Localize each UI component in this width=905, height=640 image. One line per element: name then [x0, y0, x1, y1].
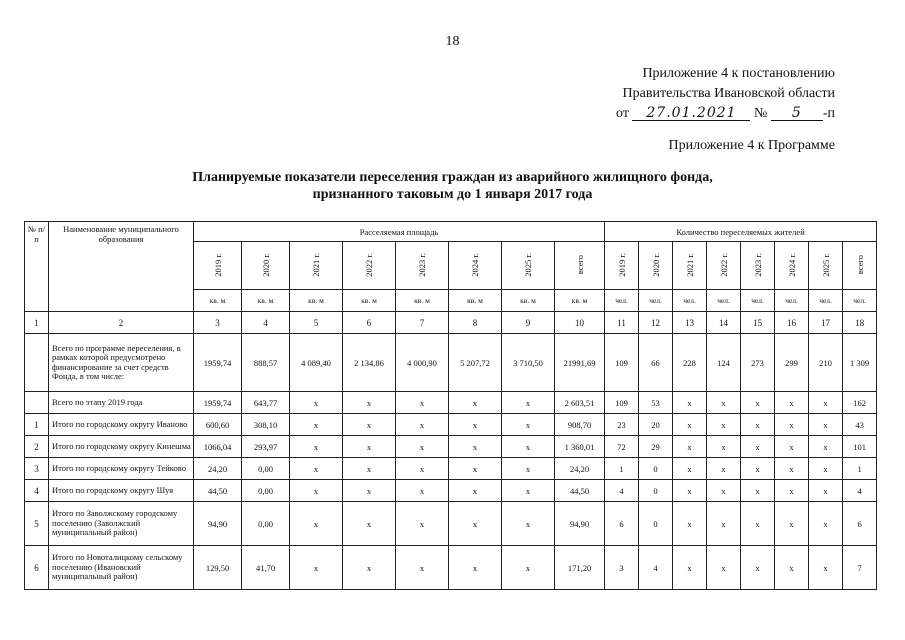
- column-number-cell: 13: [673, 312, 707, 334]
- municipality-name: Итого по Заволжскому городскому поселению (Заволжский муниципальный район): [49, 502, 194, 546]
- area-value: x: [502, 480, 555, 502]
- row-number: 6: [25, 546, 49, 590]
- people-value: 4: [605, 480, 639, 502]
- table-body: [25, 312, 877, 590]
- area-value: 888,57: [242, 334, 290, 392]
- row-number: 4: [25, 480, 49, 502]
- people-value: 66: [639, 334, 673, 392]
- area-year-label: всего: [574, 254, 585, 275]
- municipality-name: Всего по программе переселения, в рамках которой предусмотрено финансирование за счет средств Фонда, в том числе:: [49, 334, 194, 392]
- people-value: x: [775, 414, 809, 436]
- people-value: 162: [843, 392, 877, 414]
- unit-area-cell: кв. м: [555, 290, 605, 312]
- municipality-name: Всего по этапу 2019 года: [49, 392, 194, 414]
- area-value: x: [396, 480, 449, 502]
- area-value: x: [396, 502, 449, 546]
- column-number-cell: 11: [605, 312, 639, 334]
- people-year-label: 2025 г.: [820, 252, 831, 277]
- people-value: x: [741, 436, 775, 458]
- people-value: 0: [639, 480, 673, 502]
- people-year-header: [741, 242, 775, 290]
- people-value: 0: [639, 458, 673, 480]
- decree-reference: [616, 64, 835, 124]
- area-value: x: [290, 502, 343, 546]
- area-value: 129,50: [194, 546, 242, 590]
- table-row: [25, 546, 877, 590]
- row-number: 5: [25, 502, 49, 546]
- unit-people-cell: чел.: [605, 290, 639, 312]
- people-value: x: [707, 458, 741, 480]
- people-value: 23: [605, 414, 639, 436]
- area-year-header: [194, 242, 242, 290]
- area-value: 293,97: [242, 436, 290, 458]
- people-value: 1: [843, 458, 877, 480]
- people-value: x: [775, 480, 809, 502]
- area-value: x: [343, 546, 396, 590]
- table-row: [25, 392, 877, 414]
- area-value: 0,00: [242, 458, 290, 480]
- area-value: x: [502, 414, 555, 436]
- people-value: x: [673, 392, 707, 414]
- column-number-cell: 15: [741, 312, 775, 334]
- people-value: 4: [639, 546, 673, 590]
- area-value: 21991,69: [555, 334, 605, 392]
- area-value: x: [343, 480, 396, 502]
- people-value: 53: [639, 392, 673, 414]
- people-value: x: [775, 458, 809, 480]
- people-value: x: [809, 392, 843, 414]
- municipality-name: Итого по городскому округу Тейково: [49, 458, 194, 480]
- area-value: x: [343, 436, 396, 458]
- column-number-cell: 8: [449, 312, 502, 334]
- people-value: 43: [843, 414, 877, 436]
- people-value: x: [707, 414, 741, 436]
- number-prefix: №: [753, 106, 768, 121]
- area-value: x: [449, 480, 502, 502]
- people-value: 4: [843, 480, 877, 502]
- people-value: x: [775, 502, 809, 546]
- people-value: x: [809, 480, 843, 502]
- people-value: x: [741, 502, 775, 546]
- area-group-header: Расселяемая площадь: [194, 222, 605, 242]
- people-year-label: 2019 г.: [616, 252, 627, 277]
- people-group-header: Количество переселяемых жителей: [605, 222, 877, 242]
- col-name-header: Наименование муниципального образования: [49, 222, 194, 312]
- area-value: x: [502, 436, 555, 458]
- area-value: 1959,74: [194, 334, 242, 392]
- column-number-cell: 2: [49, 312, 194, 334]
- people-year-label: 2022 г.: [718, 252, 729, 277]
- row-number: 3: [25, 458, 49, 480]
- handwritten-number: 5: [771, 106, 823, 121]
- people-value: x: [809, 502, 843, 546]
- area-value: 94,90: [555, 502, 605, 546]
- area-value: x: [343, 502, 396, 546]
- people-value: x: [707, 502, 741, 546]
- area-value: x: [290, 392, 343, 414]
- column-number-cell: 12: [639, 312, 673, 334]
- people-value: x: [707, 546, 741, 590]
- number-suffix: -п: [822, 106, 835, 121]
- area-value: 5 207,72: [449, 334, 502, 392]
- area-year-label: 2022 г.: [364, 252, 374, 277]
- people-year-label: 2021 г.: [684, 252, 695, 277]
- area-value: 171,20: [555, 546, 605, 590]
- people-value: x: [673, 458, 707, 480]
- people-year-label: всего: [854, 254, 865, 275]
- unit-area-cell: кв. м: [449, 290, 502, 312]
- area-year-label: 2024 г.: [470, 252, 480, 277]
- people-value: x: [673, 480, 707, 502]
- people-value: 228: [673, 334, 707, 392]
- table-row: [25, 334, 877, 392]
- people-year-header: [605, 242, 639, 290]
- people-value: 3: [605, 546, 639, 590]
- people-value: x: [775, 546, 809, 590]
- unit-area-cell: кв. м: [396, 290, 449, 312]
- people-value: x: [673, 436, 707, 458]
- people-year-header: [775, 242, 809, 290]
- people-value: 109: [605, 334, 639, 392]
- column-number-cell: 14: [707, 312, 741, 334]
- area-value: x: [396, 414, 449, 436]
- area-year-header: [290, 242, 343, 290]
- column-number-cell: 9: [502, 312, 555, 334]
- people-value: x: [775, 392, 809, 414]
- area-year-label: 2023 г.: [417, 252, 427, 277]
- people-value: 1 309: [843, 334, 877, 392]
- area-value: x: [502, 546, 555, 590]
- area-value: 0,00: [242, 502, 290, 546]
- column-number-cell: 5: [290, 312, 343, 334]
- area-value: x: [502, 458, 555, 480]
- people-value: x: [741, 414, 775, 436]
- area-value: x: [290, 458, 343, 480]
- area-year-header: [396, 242, 449, 290]
- people-value: 124: [707, 334, 741, 392]
- people-value: 72: [605, 436, 639, 458]
- area-value: x: [449, 436, 502, 458]
- people-year-header: [673, 242, 707, 290]
- decree-line-2: Правительства Ивановской области: [622, 86, 835, 101]
- resettlement-table: [24, 221, 877, 590]
- people-value: 273: [741, 334, 775, 392]
- row-number: 1: [25, 414, 49, 436]
- unit-people-cell: чел.: [775, 290, 809, 312]
- area-value: 1 360,01: [555, 436, 605, 458]
- area-value: x: [343, 458, 396, 480]
- area-value: 0,00: [242, 480, 290, 502]
- area-value: 44,50: [194, 480, 242, 502]
- area-value: 41,70: [242, 546, 290, 590]
- people-year-header: [639, 242, 673, 290]
- area-value: x: [449, 546, 502, 590]
- area-value: x: [290, 546, 343, 590]
- people-value: x: [741, 458, 775, 480]
- people-year-header: [843, 242, 877, 290]
- unit-people-cell: чел.: [741, 290, 775, 312]
- people-value: x: [673, 414, 707, 436]
- municipality-name: Итого по городскому округу Кинешма: [49, 436, 194, 458]
- area-year-header: [502, 242, 555, 290]
- area-year-label: 2025 г.: [523, 252, 533, 277]
- col-number-header: № п/п: [25, 222, 49, 312]
- area-value: 4 000,90: [396, 334, 449, 392]
- column-number-cell: 1: [25, 312, 49, 334]
- people-value: 7: [843, 546, 877, 590]
- area-value: x: [396, 546, 449, 590]
- area-year-header: [449, 242, 502, 290]
- unit-people-cell: чел.: [673, 290, 707, 312]
- column-number-row: [25, 312, 877, 334]
- column-number-cell: 6: [343, 312, 396, 334]
- people-year-label: 2020 г.: [650, 252, 661, 277]
- people-value: 0: [639, 502, 673, 546]
- decree-line-1: Приложение 4 к постановлению: [642, 66, 835, 81]
- column-number-cell: 10: [555, 312, 605, 334]
- people-value: x: [673, 502, 707, 546]
- area-value: x: [343, 392, 396, 414]
- area-year-label: 2020 г.: [260, 252, 271, 277]
- area-value: x: [290, 436, 343, 458]
- unit-people-cell: чел.: [639, 290, 673, 312]
- area-value: 908,70: [555, 414, 605, 436]
- area-value: x: [449, 392, 502, 414]
- area-year-header: [343, 242, 396, 290]
- column-number-cell: 3: [194, 312, 242, 334]
- people-value: 29: [639, 436, 673, 458]
- area-value: 24,20: [555, 458, 605, 480]
- area-year-label: 2021 г.: [311, 252, 321, 277]
- area-value: 4 089,40: [290, 334, 343, 392]
- area-value: 44,50: [555, 480, 605, 502]
- municipality-name: Итого по городскому округу Иваново: [49, 414, 194, 436]
- column-number-cell: 16: [775, 312, 809, 334]
- people-value: x: [707, 436, 741, 458]
- table-row: [25, 480, 877, 502]
- unit-area-cell: кв. м: [502, 290, 555, 312]
- unit-area-cell: кв. м: [242, 290, 290, 312]
- table-header: [25, 222, 877, 312]
- table-row: [25, 436, 877, 458]
- page-number: 18: [445, 34, 460, 49]
- people-value: x: [775, 436, 809, 458]
- unit-area-cell: кв. м: [290, 290, 343, 312]
- municipality-name: Итого по городскому округу Шуя: [49, 480, 194, 502]
- people-value: x: [809, 458, 843, 480]
- people-value: 101: [843, 436, 877, 458]
- area-value: 24,20: [194, 458, 242, 480]
- people-year-label: 2023 г.: [752, 252, 763, 277]
- unit-area-cell: кв. м: [194, 290, 242, 312]
- people-value: x: [673, 546, 707, 590]
- area-year-header: [555, 242, 605, 290]
- area-value: x: [502, 502, 555, 546]
- area-value: x: [343, 414, 396, 436]
- area-value: x: [396, 436, 449, 458]
- column-number-cell: 18: [843, 312, 877, 334]
- people-value: 1: [605, 458, 639, 480]
- people-value: x: [809, 436, 843, 458]
- people-value: 6: [605, 502, 639, 546]
- area-value: x: [449, 502, 502, 546]
- row-number: [25, 334, 49, 392]
- title-line-2: признанного таковым до 1 января 2017 года: [312, 187, 593, 202]
- people-value: 109: [605, 392, 639, 414]
- area-value: x: [502, 392, 555, 414]
- row-number: [25, 392, 49, 414]
- people-value: x: [741, 480, 775, 502]
- decree-date-line: [616, 104, 835, 124]
- date-prefix: от: [616, 106, 629, 121]
- title-line-1: Планируемые показатели переселения граждан из аварийного жилищного фонда,: [192, 170, 713, 185]
- program-appendix: Приложение 4 к Программе: [668, 138, 835, 153]
- people-value: x: [707, 480, 741, 502]
- people-year-header: [809, 242, 843, 290]
- area-value: 94,90: [194, 502, 242, 546]
- column-number-cell: 7: [396, 312, 449, 334]
- handwritten-date: 27.01.2021: [632, 106, 750, 121]
- people-value: x: [741, 546, 775, 590]
- row-number: 2: [25, 436, 49, 458]
- area-value: 308,10: [242, 414, 290, 436]
- area-year-label: 2019 г.: [212, 252, 223, 277]
- people-value: 210: [809, 334, 843, 392]
- unit-people-cell: чел.: [843, 290, 877, 312]
- people-value: x: [809, 546, 843, 590]
- area-value: x: [449, 458, 502, 480]
- area-value: x: [396, 458, 449, 480]
- area-value: 643,77: [242, 392, 290, 414]
- unit-people-cell: чел.: [707, 290, 741, 312]
- people-value: x: [707, 392, 741, 414]
- people-value: x: [809, 414, 843, 436]
- people-value: x: [741, 392, 775, 414]
- area-value: x: [449, 414, 502, 436]
- area-value: 600,60: [194, 414, 242, 436]
- people-value: 20: [639, 414, 673, 436]
- column-number-cell: 17: [809, 312, 843, 334]
- area-value: 2 603,51: [555, 392, 605, 414]
- table-row: [25, 414, 877, 436]
- area-value: x: [290, 414, 343, 436]
- area-value: 2 134,86: [343, 334, 396, 392]
- table-row: [25, 502, 877, 546]
- area-year-header: [242, 242, 290, 290]
- area-value: 1959,74: [194, 392, 242, 414]
- area-value: 1066,04: [194, 436, 242, 458]
- unit-area-cell: кв. м: [343, 290, 396, 312]
- people-value: 6: [843, 502, 877, 546]
- people-year-header: [707, 242, 741, 290]
- area-value: 3 710,50: [502, 334, 555, 392]
- area-value: x: [290, 480, 343, 502]
- people-value: 299: [775, 334, 809, 392]
- column-number-cell: 4: [242, 312, 290, 334]
- table-row: [25, 458, 877, 480]
- area-value: x: [396, 392, 449, 414]
- people-year-label: 2024 г.: [786, 252, 797, 277]
- municipality-name: Итого по Новоталицкому сельскому поселению (Ивановский муниципальный район): [49, 546, 194, 590]
- unit-people-cell: чел.: [809, 290, 843, 312]
